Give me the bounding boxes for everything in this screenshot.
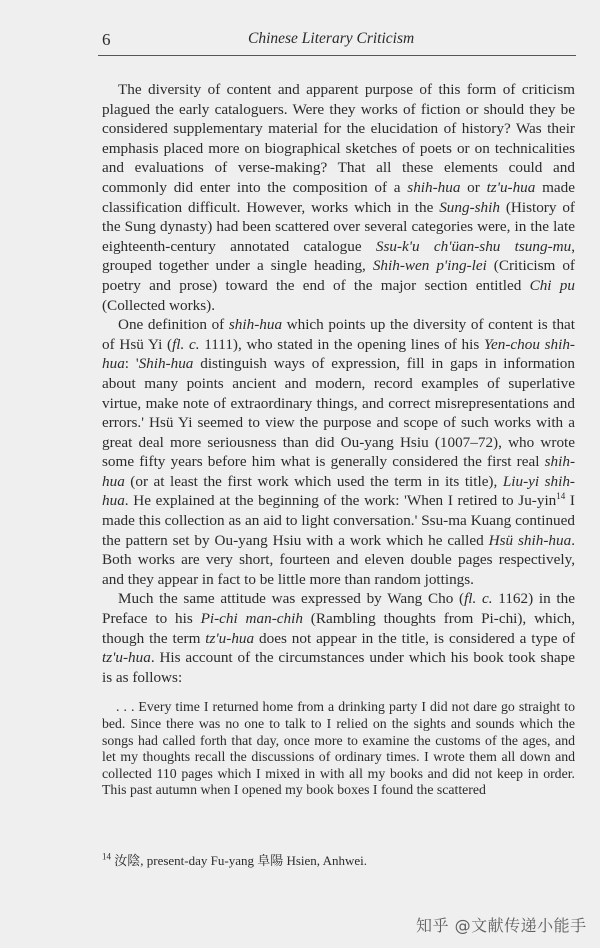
page-header (98, 30, 576, 56)
footnote (102, 850, 575, 869)
body-text (102, 80, 575, 799)
header-rule (98, 55, 576, 56)
running-title: Chinese Literary Criticism (248, 30, 415, 47)
paragraph-3: Much the same attitude was expressed by Wang Cho (fl. c. 1162) in the Preface to his Pi-chi man-chih (Rambling thoughts from Pi-chi), which, though the term tz'u-hua does not appear in the title, is considered a type of tz'u-hua. His account of the circumstances under which his book took shape is as follows: (102, 590, 576, 686)
watermark: 知乎 @文献传递小能手 (416, 916, 587, 935)
paragraph-2: One definition of shih-hua which points up the diversity of content is that of Hsü Yi (fl. c. 1111), who stated in the opening lines of his Yen-chou shih-hua: 'Shih-hua distinguish ways of expression, fill in gaps in information about many points ancient and modern, record examples of superlative virtue, make note of extraordinary things, and correct misrepresentations and errors.' Hsü Yi seemed to view the purpose and scope of such works with a great deal more seriousness than did Ou-yang Hsiu (1007–72), who wrote some fifty years before him what is generally considered the first real shih-hua (or at least the first work which used the term in its title), Liu-yi shih-hua. He explained at the beginning of the work: 'When I retired to Ju-yin$^{14}$ I made this collection as an aid to light conversation.' Ssu-ma Kuang continued the pattern set by Ou-yang Hsiu with a work which he called Hsü shih-hua. Both works are very short, fourteen and eleven double pages respectively, and they appear in fact to be little more than random jottings. (102, 316, 575, 588)
page-number: 6 (102, 30, 111, 49)
footnote-marker: 14 (102, 851, 111, 862)
footnote-text: 汝陰, present-day Fu-yang 阜陽 Hsien, Anhwei. (114, 853, 367, 868)
paragraph-1: The diversity of content and apparent purpose of this form of criticism plagued the early cataloguers. Were they works of fiction or should they be considered supplementary material for the elucidation of history? Was their emphasis placed more on biographical sketches of poets or on technicalities and evaluations of verse-making? That all these elements could and commonly did enter into the composition of a shih-hua or tz'u-hua made classification difficult. However, works which in the Sung-shih (History of the Sung dynasty) had been scattered over several categories were, in the late eighteenth-century annotated catalogue Ssu-k'u ch'üan-shu tsung-mu, grouped together under a single heading, Shih-wen p'ing-lei (Criticism of poetry and prose) toward the end of the major section entitled Chi pu (Collected works). (102, 81, 575, 314)
block-quote: . . . Every time I returned home from a drinking party I did not dare go straight to bed. Since there was no one to talk to I relied on the sights and sounds which the songs had called forth that day, once more to examine the customs of the ages, and let my thoughts recall the discussions of ordinary times. I wrote them all down and collected 110 pages which I mixed in with all my books and did not keep in order. This past autumn when I opened my book boxes I found the scattered (102, 699, 575, 798)
